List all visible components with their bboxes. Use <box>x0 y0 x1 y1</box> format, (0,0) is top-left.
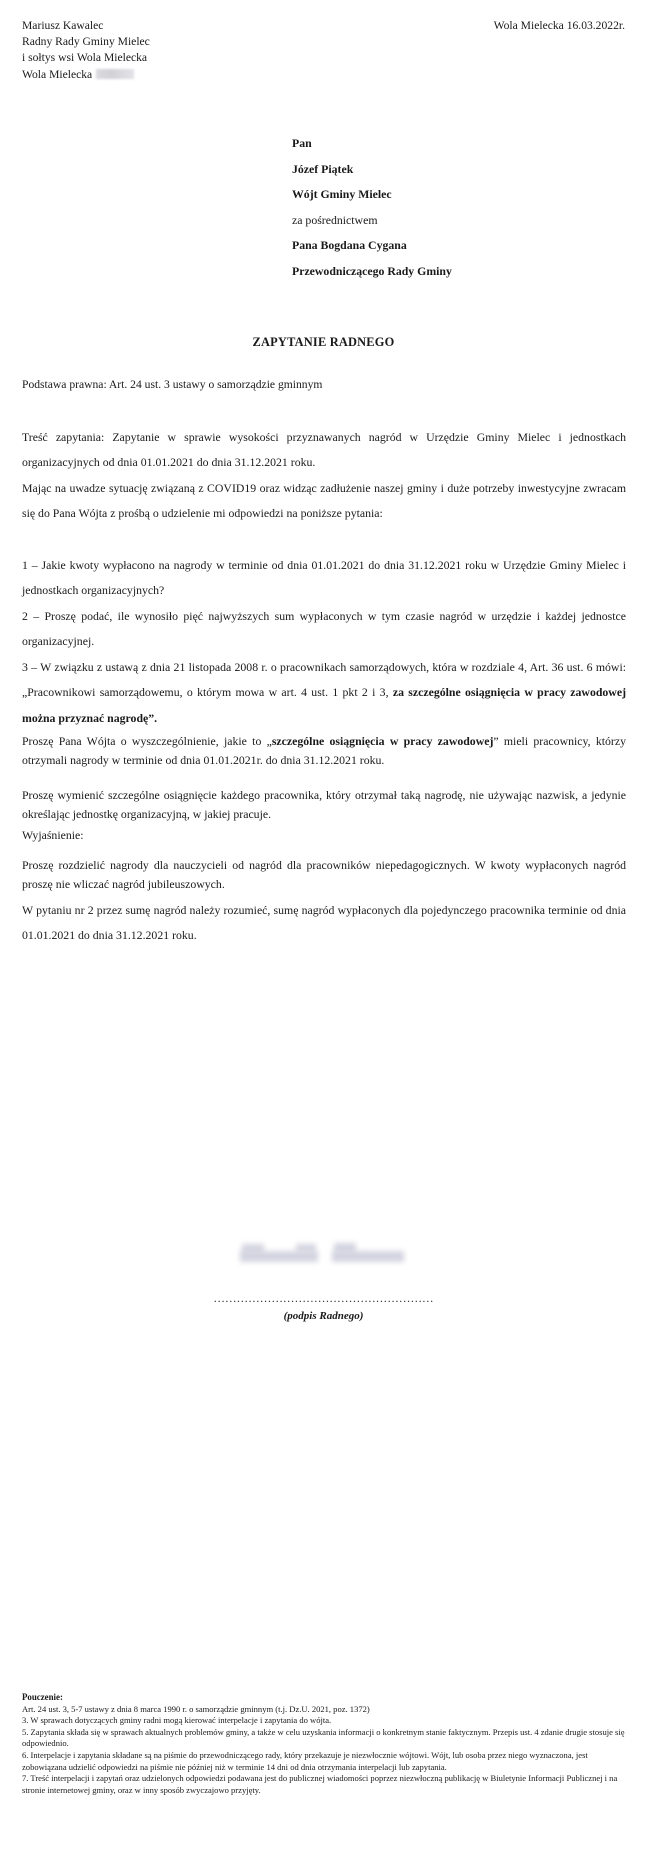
explanation-paragraph-2 <box>22 898 626 949</box>
sender-address-text: Wola Mielecka <box>22 67 93 81</box>
request-details-text-lead: Proszę Pana Wójta o wyszczególnienie, jakie to „ <box>22 734 272 748</box>
question-1-text: 1 – Jakie kwoty wypłacono na nagrody w terminie od dnia 01.01.2021 do dnia 31.12.2021 roku w Urzędzie Gminy Mielec i jednostkach organizacyjnych? <box>22 558 626 598</box>
request-details-text-tail: ” mieli pracownicy, którzy otrzymali nagrody w terminie od dnia 01.01.2021r. do dnia 31.12.2021 roku. <box>22 734 626 768</box>
footer-notice-line-4: 7. Treść interpelacji i zapytań oraz udzielonych odpowiedzi podawana jest do publicznej wiadomości poprzez niezwłoczną publikację w Biuletynie Informacji Publicznej i na stronie internetowej gminy, oraz w inny sposób zwyczajowo przyjęty. <box>22 1773 618 1795</box>
signature-caption: (podpis Radnego) <box>283 1310 364 1322</box>
sender-name: Mariusz Kawalec <box>22 19 104 32</box>
addressee-block <box>292 131 452 285</box>
sender-address <box>22 67 150 83</box>
signature-dotted-line: ………………………………………………… <box>213 1292 434 1305</box>
sender-role-secondary: i sołtys wsi Wola Mielecka <box>22 51 148 65</box>
paragraph-context <box>22 476 626 527</box>
question-3 <box>22 655 626 731</box>
redaction-block-signature <box>238 1242 410 1266</box>
footer-notice-line-3: 6. Interpelacje i zapytania składane są na piśmie do przewodniczącego rady, który przekazuje je niezwłocznie wójtowi. Wójt, lub osoba przez niego wyznaczona, jest zobowiązana udzielić odpowiedzi na piśmie nie później niż w terminie 14 dni od dnia otrzymania interpelacji lub zapytania. <box>22 1749 588 1772</box>
footer-notice-line-2: 5. Zapytania składa się w sprawach aktualnych problemów gminy, a także w celu uzyskania informacji o konkretnym stanie faktycznym. Przepis ust. 4 zdanie drugie stosuje się odpowiednio. <box>22 1726 625 1749</box>
paragraph-context-text: Mając na uwadze sytuację związaną z COVID19 oraz widząc zadłużenie naszej gminy i duże potrzeby inwestycyjne zwracam się do Pana Wójta z prośbą o udzielenie mi odpowiedzi na poniższe pytania: <box>22 481 626 521</box>
letter-header <box>0 18 647 98</box>
addressee-title: Wójt Gminy Mielec <box>292 187 392 202</box>
signature-block <box>0 1242 647 1324</box>
place-and-date: Wola Mielecka 16.03.2022r. <box>493 19 625 32</box>
signature-redaction-area <box>0 1242 647 1276</box>
footer-notice-line-0: Art. 24 ust. 3, 5-7 ustawy z dnia 8 marca 1990 r. o samorządzie gminnym (t.j. Dz.U. 2021, poz. 1372) <box>22 1703 370 1714</box>
footer-notice-line-1: 3. W sprawach dotyczących gminy radni mogą kierować interpelacje i zapytania do wójta. <box>22 1715 332 1726</box>
question-2 <box>22 604 626 655</box>
question-3-paragraph <box>22 655 626 731</box>
sender-role: Radny Rady Gminy Mielec <box>22 35 150 49</box>
addressee-name: Józef Piątek <box>292 161 354 176</box>
paragraph-list-achievements-text: Proszę wymienić szczególne osiągnięcie każdego pracownika, który otrzymał taką nagrodę, nie używając nazwisk, a jedynie określając jednostkę organizacyjną, w jakiej pracuje. <box>22 788 626 822</box>
intermediary-name: Pana Bogdana Cygana <box>292 238 407 253</box>
paragraph-list-achievements <box>22 786 626 825</box>
page-title: ZAPYTANIE RADNEGO <box>252 335 395 349</box>
explanation-paragraph-2-text: W pytaniu nr 2 przez sumę nagród należy rozumieć, sumę nagród wypłaconych dla pojedynczego pracownika terminie od dnia 01.01.2021 do dnia 31.12.2021 roku. <box>22 903 626 943</box>
question-2-text: 2 – Proszę podać, ile wynosiło pięć najwyższych sum wypłaconych w tym czasie nagród w urzędzie i każdej jednostce organizacyjnej. <box>22 609 626 649</box>
question-1 <box>22 553 626 604</box>
paragraph-request-details <box>22 732 626 771</box>
paragraph-request-details-paragraph <box>22 732 626 771</box>
explanation-paragraph-1-text: Proszę rozdzielić nagrody dla nauczycieli od nagród dla pracowników niepedagogicznych. W kwoty wypłaconych nagród proszę nie wliczać nagród jubileuszowych. <box>22 858 626 892</box>
question-3-text: 3 – W związku z ustawą z dnia 21 listopada 2008 r. o pracownikach samorządowych, która w rozdziale 4, Art. 36 ust. 6 mówi: „Pracownikowi samorządowemu, o którym mowa w art. 4 ust. 1 pkt 2 i 3, <box>22 660 626 700</box>
explanation-label <box>22 826 626 845</box>
intermediary-title: Przewodniczącego Rady Gminy <box>292 263 452 278</box>
question-3-emphasis: za szczególne osiągnięcia w pracy zawodowej można przyznać nagrodę”. <box>22 685 626 725</box>
explanation-label-text: Wyjaśnienie: <box>22 828 84 842</box>
addressee-via: za pośrednictwem <box>292 212 378 227</box>
addressee-salutation: Pan <box>292 136 312 150</box>
request-details-emphasis: szczególne osiągnięcia w pracy zawodowej <box>271 734 494 748</box>
legal-basis: Podstawa prawna: Art. 24 ust. 3 ustawy o samorządzie gminnym <box>22 378 323 391</box>
sender-block <box>22 18 150 83</box>
redaction-block-address <box>96 69 134 79</box>
explanation-paragraph-1 <box>22 856 626 895</box>
paragraph-subject-text: Treść zapytania: Zapytanie w sprawie wysokości przyznawanych nagród w Urzędzie Gminy Mielec i jednostkach organizacyjnych od dnia 01.01.2021 do dnia 31.12.2021 roku. <box>22 430 626 470</box>
footer-notice-title: Pouczenie: <box>22 1692 63 1702</box>
footer-notice <box>22 1692 630 1796</box>
paragraph-subject <box>22 425 626 476</box>
